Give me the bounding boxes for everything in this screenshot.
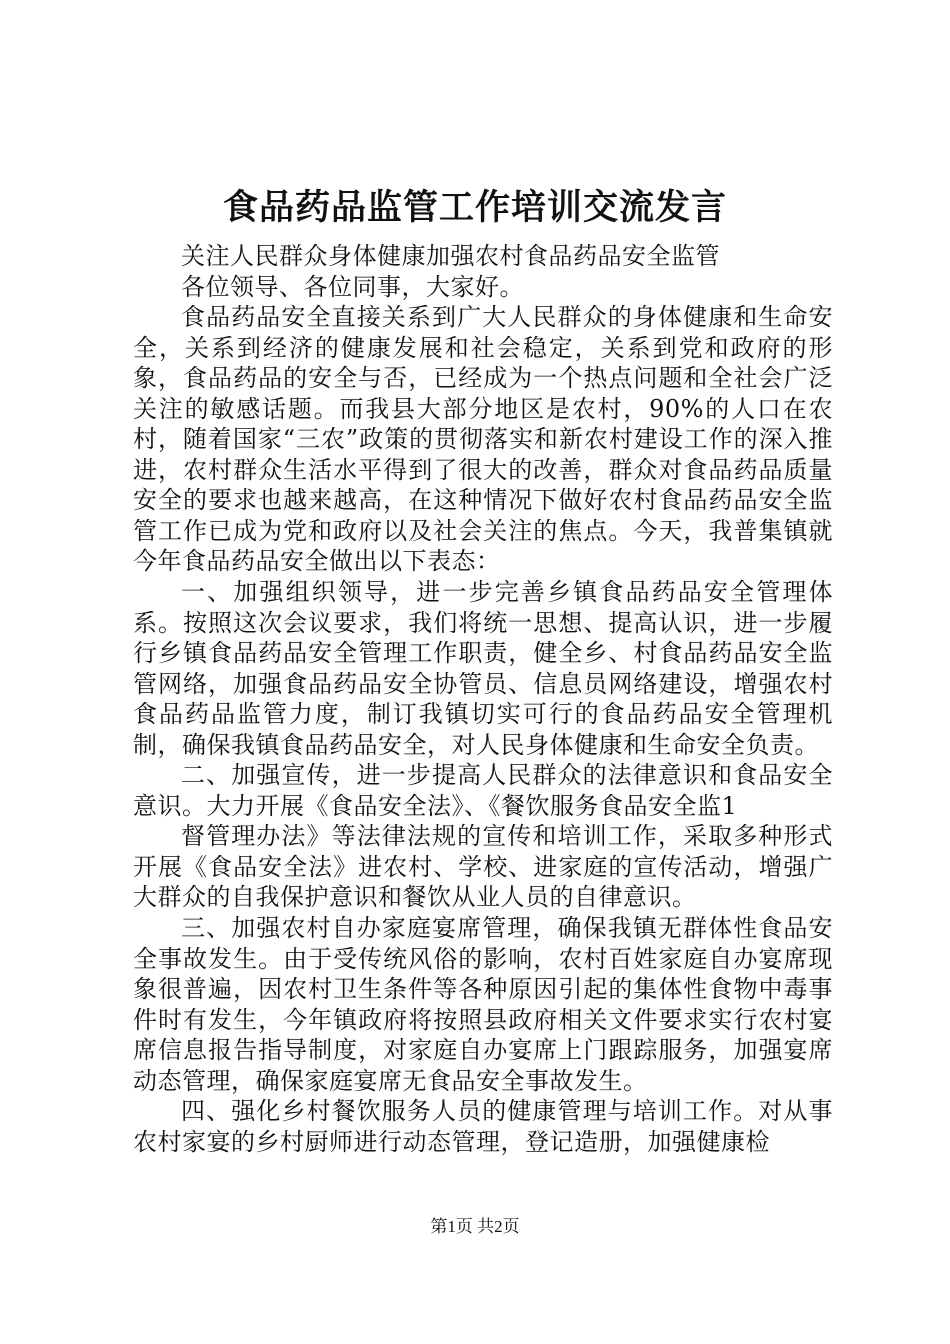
document-title: 食品药品监管工作培训交流发言 <box>222 187 727 228</box>
point-four-paragraph: 四、强化乡村餐饮服务人员的健康管理与培训工作。对从事农村家宴的乡村厨师进行动态管理，登记造册，加强健康检 <box>133 1097 833 1156</box>
point-one-paragraph: 一、加强组织领导，进一步完善乡镇食品药品安全管理体系。按照这次会议要求，我们将统一思想、提高认识，进一步履行乡镇食品药品安全管理工作职责，健全乡、村食品药品安全监管网络，加强食品药品安全协管员、信息员网络建设，增强农村食品药品监管力度，制订我镇切实可行的食品药品安全管理机制，确保我镇食品药品安全，对人民身体健康和生命安全负责。 <box>133 578 833 759</box>
point-three-paragraph: 三、加强农村自办家庭宴席管理，确保我镇无群体性食品安全事故发生。由于受传统风俗的影响，农村百姓家庭自办宴席现象很普遍，因农村卫生条件等各种原因引起的集体性食物中毒事件时有发生，今年镇政府将按照县政府相关文件要求实行农村宴席信息报告指导制度，对家庭自办宴席上门跟踪服务，加强宴席动态管理，确保家庭宴席无食品安全事故发生。 <box>133 914 833 1095</box>
page-number-footer: 第1页 共2页 <box>430 1217 520 1236</box>
point-two-continued-paragraph: 督管理办法》等法律法规的宣传和培训工作，采取多种形式开展《食品安全法》进农村、学校、进家庭的宣传活动，增强广大群众的自我保护意识和餐饮从业人员的自律意识。 <box>133 822 833 912</box>
intro-paragraph: 食品药品安全直接关系到广大人民群众的身体健康和生命安全，关系到经济的健康发展和社会稳定，关系到党和政府的形象，食品药品的安全与否，已经成为一个热点问题和全社会广泛关注的敏感话题。而我县大部分地区是农村，90%的人口在农村，随着国家“三农”政策的贯彻落实和新农村建设工作的深入推进，农村群众生活水平得到了很大的改善，群众对食品药品质量安全的要求也越来越高，在这种情况下做好农村食品药品安全监管工作已成为党和政府以及社会关注的焦点。今天，我普集镇就今年食品药品安全做出以下表态： <box>133 303 833 576</box>
subtitle-paragraph: 关注人民群众身体健康加强农村食品药品安全监管 <box>181 242 720 270</box>
point-two-paragraph: 二、加强宣传，进一步提高人民群众的法律意识和食品安全意识。大力开展《食品安全法》、《餐饮服务食品安全监1 <box>133 761 833 820</box>
greeting-paragraph: 各位领导、各位同事，大家好。 <box>181 272 524 301</box>
document-body <box>133 241 833 1157</box>
